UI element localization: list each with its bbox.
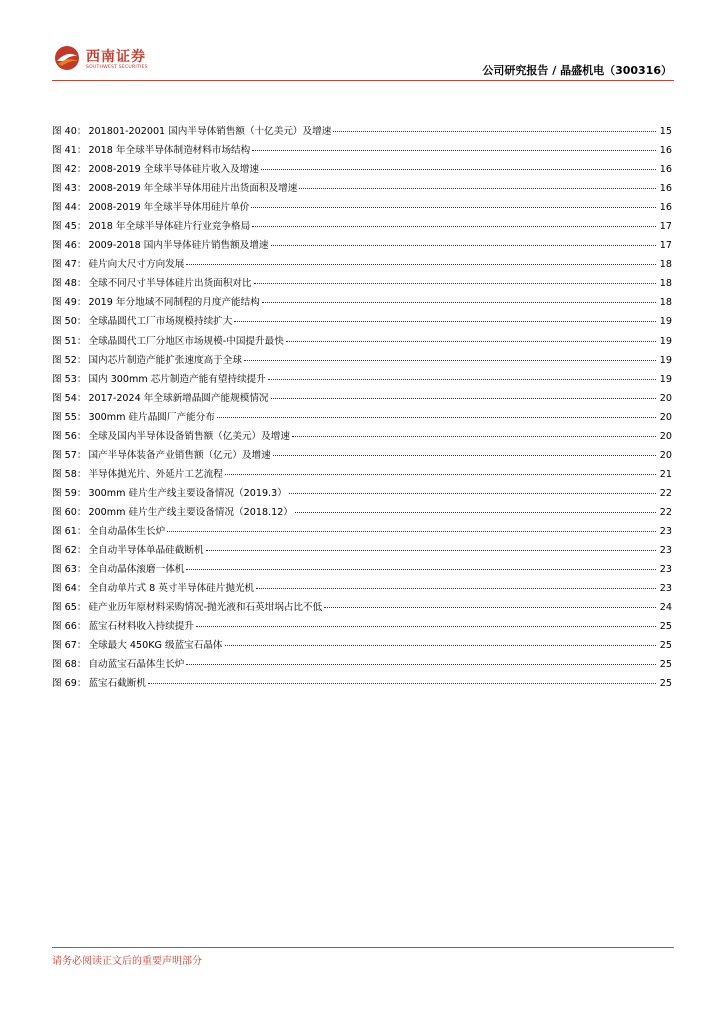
toc-entry[interactable] [52, 142, 672, 161]
toc-figure-label: 图 65： [52, 602, 87, 614]
toc-page-number: 25 [659, 678, 672, 690]
logo-english-name: SOUTHWEST SECURITIES [86, 65, 148, 70]
toc-figure-title[interactable]: 2008-2019 年全球半导体用硅片单价 [88, 202, 250, 214]
toc-entry[interactable] [52, 409, 672, 428]
toc-page-number: 22 [659, 487, 672, 499]
toc-figure-title[interactable]: 全自动晶体生长炉 [88, 525, 166, 537]
toc-entry[interactable] [52, 199, 672, 218]
toc-page-number: 23 [659, 525, 672, 537]
toc-page-number: 25 [659, 659, 672, 671]
toc-figure-label: 图 61： [52, 525, 87, 537]
toc-entry[interactable] [52, 390, 672, 409]
toc-entry[interactable] [52, 580, 672, 599]
toc-page-number: 19 [659, 354, 672, 366]
toc-dot-leader [254, 283, 656, 284]
toc-figure-label: 图 51： [52, 335, 87, 347]
toc-page-number: 25 [659, 640, 672, 652]
toc-dot-leader [148, 683, 656, 684]
toc-entry[interactable] [52, 218, 672, 237]
toc-entry[interactable] [52, 599, 672, 618]
toc-entry[interactable] [52, 485, 672, 504]
toc-dot-leader [251, 207, 656, 208]
toc-figure-title[interactable]: 2018 年全球半导体硅片行业竞争格局 [88, 221, 251, 233]
toc-dot-leader [167, 531, 656, 532]
toc-dot-leader [333, 131, 656, 132]
toc-page-number: 20 [659, 411, 672, 423]
logo-mark-icon [52, 44, 82, 72]
toc-figure-label: 图 57： [52, 449, 87, 461]
page-header [52, 40, 672, 80]
toc-figure-title[interactable]: 蓝宝石截断机 [88, 678, 147, 690]
toc-page-number: 16 [659, 202, 672, 214]
footer-divider [52, 947, 674, 948]
toc-dot-leader [234, 321, 656, 322]
toc-dot-leader [262, 302, 656, 303]
toc-dot-leader [225, 474, 656, 475]
toc-figure-label: 图 64： [52, 583, 87, 595]
toc-figure-title[interactable]: 蓝宝石材料收入持续提升 [88, 621, 194, 633]
toc-dot-leader [186, 264, 656, 265]
toc-dot-leader [273, 455, 656, 456]
toc-entry[interactable] [52, 313, 672, 332]
toc-figure-label: 图 66： [52, 621, 87, 633]
toc-dot-leader [261, 169, 656, 170]
toc-figure-label: 图 47： [52, 259, 87, 271]
toc-figure-label: 图 69： [52, 678, 87, 690]
report-title: 公司研究报告 / 晶盛机电（300316） [482, 64, 672, 77]
toc-figure-title[interactable]: 硅片向大尺寸方向发展 [88, 259, 185, 271]
toc-page-number: 20 [659, 449, 672, 461]
toc-dot-leader [186, 569, 656, 570]
toc-figure-title[interactable]: 硅产业历年原材料采购情况-抛光液和石英坩埚占比不低 [88, 602, 323, 614]
toc-page-number: 16 [659, 145, 672, 157]
toc-figure-title[interactable]: 国内芯片制造产能扩张速度高于全球 [88, 354, 242, 366]
toc-figure-title[interactable]: 2009-2018 国内半导体硅片销售额及增速 [88, 240, 269, 252]
figure-list [52, 123, 672, 694]
toc-figure-label: 图 62： [52, 545, 87, 557]
toc-entry[interactable] [52, 428, 672, 447]
toc-figure-title[interactable]: 2017-2024 年全球新增晶圆产能规模情况 [88, 392, 269, 404]
toc-entry[interactable] [52, 237, 672, 256]
toc-entry[interactable] [52, 180, 672, 199]
toc-figure-label: 图 67： [52, 640, 87, 652]
toc-dot-leader [289, 493, 656, 494]
toc-figure-label: 图 68： [52, 659, 87, 671]
toc-figure-title[interactable]: 2008-2019 全球半导体硅片收入及增速 [88, 164, 259, 176]
toc-entry[interactable] [52, 561, 672, 580]
toc-dot-leader [225, 645, 656, 646]
toc-entry[interactable] [52, 523, 672, 542]
toc-dot-leader [299, 188, 656, 189]
toc-page-number: 19 [659, 335, 672, 347]
toc-entry[interactable] [52, 618, 672, 637]
toc-figure-title[interactable]: 半导体抛光片、外延片工艺流程 [88, 468, 223, 480]
toc-dot-leader [217, 417, 656, 418]
toc-figure-label: 图 60： [52, 506, 87, 518]
toc-figure-label: 图 42： [52, 164, 87, 176]
toc-dot-leader [286, 341, 656, 342]
toc-page-number: 15 [659, 126, 672, 137]
toc-entry[interactable] [52, 275, 672, 294]
toc-figure-title[interactable]: 201801-202001 国内半导体销售额（十亿美元）及增速 [88, 126, 332, 137]
toc-figure-label: 图 44： [52, 202, 87, 214]
toc-figure-title[interactable]: 300mm 硅片生产线主要设备情况（2019.3） [88, 487, 287, 499]
toc-figure-label: 图 56： [52, 430, 87, 442]
toc-dot-leader [292, 436, 656, 437]
toc-figure-title[interactable]: 全自动半导体单晶硅截断机 [88, 545, 204, 557]
toc-entry[interactable] [52, 675, 672, 694]
toc-figure-title[interactable]: 全球晶圆代工厂市场规模持续扩大 [88, 316, 233, 328]
toc-dot-leader [196, 626, 656, 627]
toc-figure-label: 图 40： [52, 126, 87, 137]
toc-entry[interactable] [52, 371, 672, 390]
toc-figure-label: 图 53： [52, 373, 87, 385]
toc-entry[interactable] [52, 542, 672, 561]
toc-entry[interactable] [52, 333, 672, 352]
toc-figure-label: 图 48： [52, 278, 87, 290]
toc-page-number: 23 [659, 583, 672, 595]
toc-page-number: 24 [659, 602, 672, 614]
toc-figure-title[interactable]: 国产半导体装备产业销售额（亿元）及增速 [88, 449, 271, 461]
toc-figure-title[interactable]: 全球最大 450KG 级蓝宝石晶体 [88, 640, 223, 652]
toc-entry[interactable] [52, 161, 672, 180]
toc-page-number: 17 [659, 221, 672, 233]
toc-dot-leader [252, 150, 656, 151]
toc-entry[interactable] [52, 256, 672, 275]
footer-disclaimer: 请务必阅读正文后的重要声明部分 [52, 956, 202, 967]
toc-figure-label: 图 41： [52, 145, 87, 157]
company-logo [52, 40, 162, 80]
toc-figure-title[interactable]: 全自动单片式 8 英寸半导体硅片抛光机 [88, 583, 255, 595]
toc-entry[interactable] [52, 466, 672, 485]
toc-dot-leader [271, 398, 656, 399]
toc-dot-leader [186, 664, 656, 665]
toc-figure-title[interactable]: 200mm 硅片生产线主要设备情况（2018.12） [88, 506, 293, 518]
toc-page-number: 18 [659, 259, 672, 271]
toc-page-number: 18 [659, 278, 672, 290]
toc-figure-label: 图 52： [52, 354, 87, 366]
toc-figure-title[interactable]: 300mm 硅片晶圆厂产能分布 [88, 411, 215, 423]
toc-dot-leader [256, 588, 656, 589]
toc-figure-title[interactable]: 2018 年全球半导体制造材料市场结构 [88, 145, 251, 157]
toc-entry[interactable] [52, 504, 672, 523]
toc-entry[interactable] [52, 637, 672, 656]
toc-figure-label: 图 59： [52, 487, 87, 499]
toc-figure-title[interactable]: 2019 年分地域不同制程的月度产能结构 [88, 297, 260, 309]
toc-page-number: 16 [659, 183, 672, 195]
toc-figure-title[interactable]: 全自动晶体滚磨一体机 [88, 564, 185, 576]
toc-dot-leader [271, 245, 656, 246]
toc-figure-title[interactable]: 自动蓝宝石晶体生长炉 [88, 659, 185, 671]
toc-page-number: 16 [659, 164, 672, 176]
toc-dot-leader [295, 512, 656, 513]
toc-entry[interactable] [52, 294, 672, 313]
toc-page-number: 21 [659, 468, 672, 480]
toc-figure-title[interactable]: 全球及国内半导体设备销售额（亿美元）及增速 [88, 430, 290, 442]
toc-page-number: 17 [659, 240, 672, 252]
toc-entry[interactable] [52, 123, 672, 142]
toc-entry[interactable] [52, 352, 672, 371]
toc-page-number: 19 [659, 373, 672, 385]
toc-figure-label: 图 50： [52, 316, 87, 328]
toc-page-number: 20 [659, 392, 672, 404]
toc-entry[interactable] [52, 447, 672, 466]
toc-figure-title[interactable]: 2008-2019 年全球半导体用硅片出货面积及增速 [88, 183, 298, 195]
toc-page-number: 23 [659, 564, 672, 576]
toc-figure-label: 图 54： [52, 392, 87, 404]
toc-page-number: 19 [659, 316, 672, 328]
toc-page-number: 20 [659, 430, 672, 442]
toc-page-number: 22 [659, 506, 672, 518]
toc-figure-label: 图 63： [52, 564, 87, 576]
toc-figure-title[interactable]: 国内 300mm 芯片制造产能有望持续提升 [88, 373, 266, 385]
toc-figure-title[interactable]: 全球晶圆代工厂分地区市场规模-中国提升最快 [88, 335, 284, 347]
toc-figure-label: 图 45： [52, 221, 87, 233]
toc-dot-leader [244, 360, 656, 361]
toc-page-number: 18 [659, 297, 672, 309]
toc-page-number: 25 [659, 621, 672, 633]
toc-figure-label: 图 55： [52, 411, 87, 423]
toc-dot-leader [252, 226, 656, 227]
logo-chinese-name: 西南证券 [86, 49, 146, 65]
toc-figure-title[interactable]: 全球不同尺寸半导体硅片出货面积对比 [88, 278, 252, 290]
toc-figure-label: 图 43： [52, 183, 87, 195]
toc-figure-label: 图 58： [52, 468, 87, 480]
header-divider [52, 80, 674, 81]
toc-dot-leader [206, 550, 656, 551]
toc-dot-leader [268, 379, 656, 380]
toc-dot-leader [324, 607, 656, 608]
toc-figure-label: 图 46： [52, 240, 87, 252]
toc-figure-label: 图 49： [52, 297, 87, 309]
toc-entry[interactable] [52, 656, 672, 675]
toc-page-number: 23 [659, 545, 672, 557]
